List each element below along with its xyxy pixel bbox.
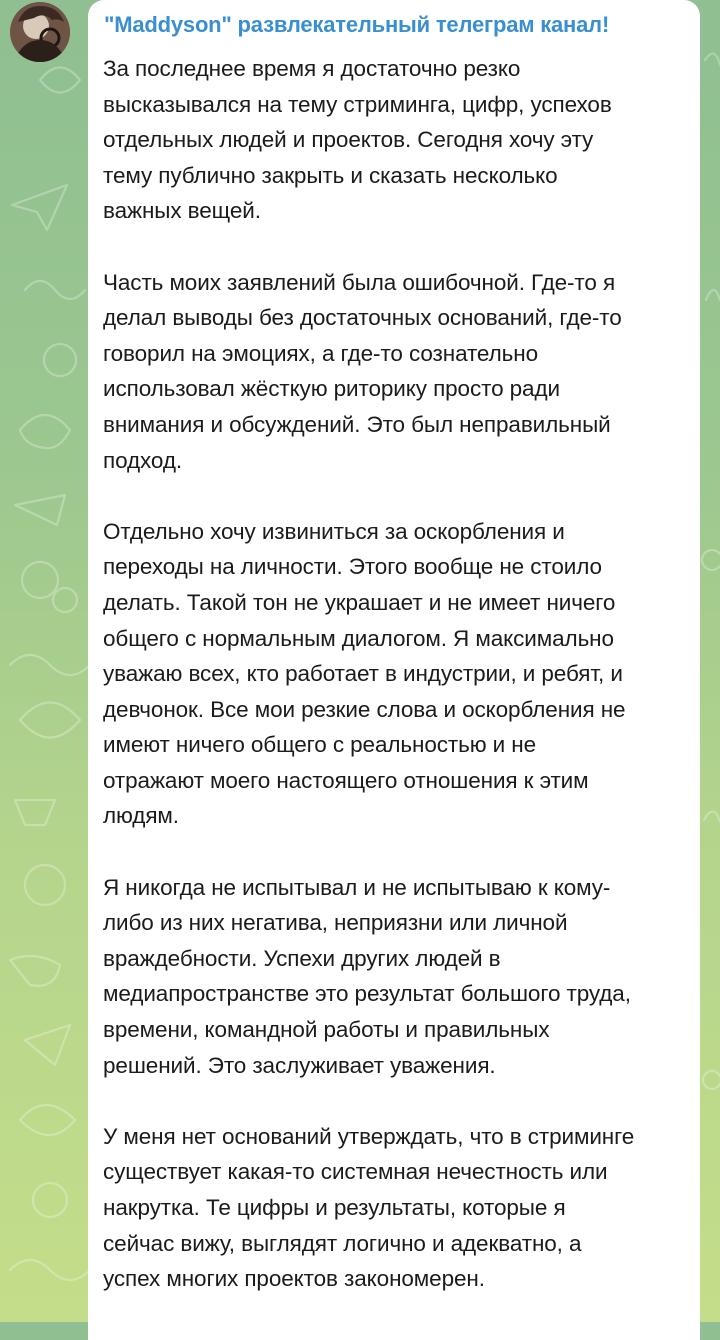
avatar-image (10, 2, 70, 62)
message-paragraph: Часть моих заявлений была ошибочной. Где-то я делал выводы без достаточных оснований, где-то говорил на эмоциях, а где-то сознательно использовал жёсткую риторику просто ради внимания и обсуждений. Это был неправильный подход. (103, 269, 622, 473)
channel-name[interactable]: "Maddyson" развлекательный телеграм канал! (104, 12, 610, 37)
message-bubble (88, 0, 700, 1340)
message-paragraph: Отдельно хочу извиниться за оскорбления и переходы на личности. Этого вообще не стоило делать. Такой тон не украшает и не имеет ничего общего с нормальным диалогом. Я максимально уважаю всех, кто работает в индустрии, и ребят, и девчонок. Все мои резкие слова и оскорбления не имеют ничего общего с реальностью и не отражают моего настоящего отношения к этим людям. (103, 518, 626, 829)
message-paragraph: У меня нет оснований утверждать, что в стриминге существует какая-то системная нечестность или накрутка. Те цифры и результаты, которые я сейчас вижу, выглядят логично и адекватно, а успех многих проектов закономерен. (103, 1123, 635, 1292)
message-text (103, 51, 693, 1297)
channel-avatar[interactable] (10, 2, 70, 62)
message-paragraph: Я никогда не испытывал и не испытываю к кому- либо из них негатива, неприязни или личной враждебности. Успехи других людей в медиапространстве это результат большого труда, времени, командной работы и правильных решений. Это заслуживает уважения. (103, 874, 631, 1078)
message-paragraph: За последнее время я достаточно резко высказывался на тему стриминга, цифр, успехов отдельных людей и проектов. Сегодня хочу эту тему публично закрыть и сказать несколько важных вещей. (103, 56, 612, 224)
